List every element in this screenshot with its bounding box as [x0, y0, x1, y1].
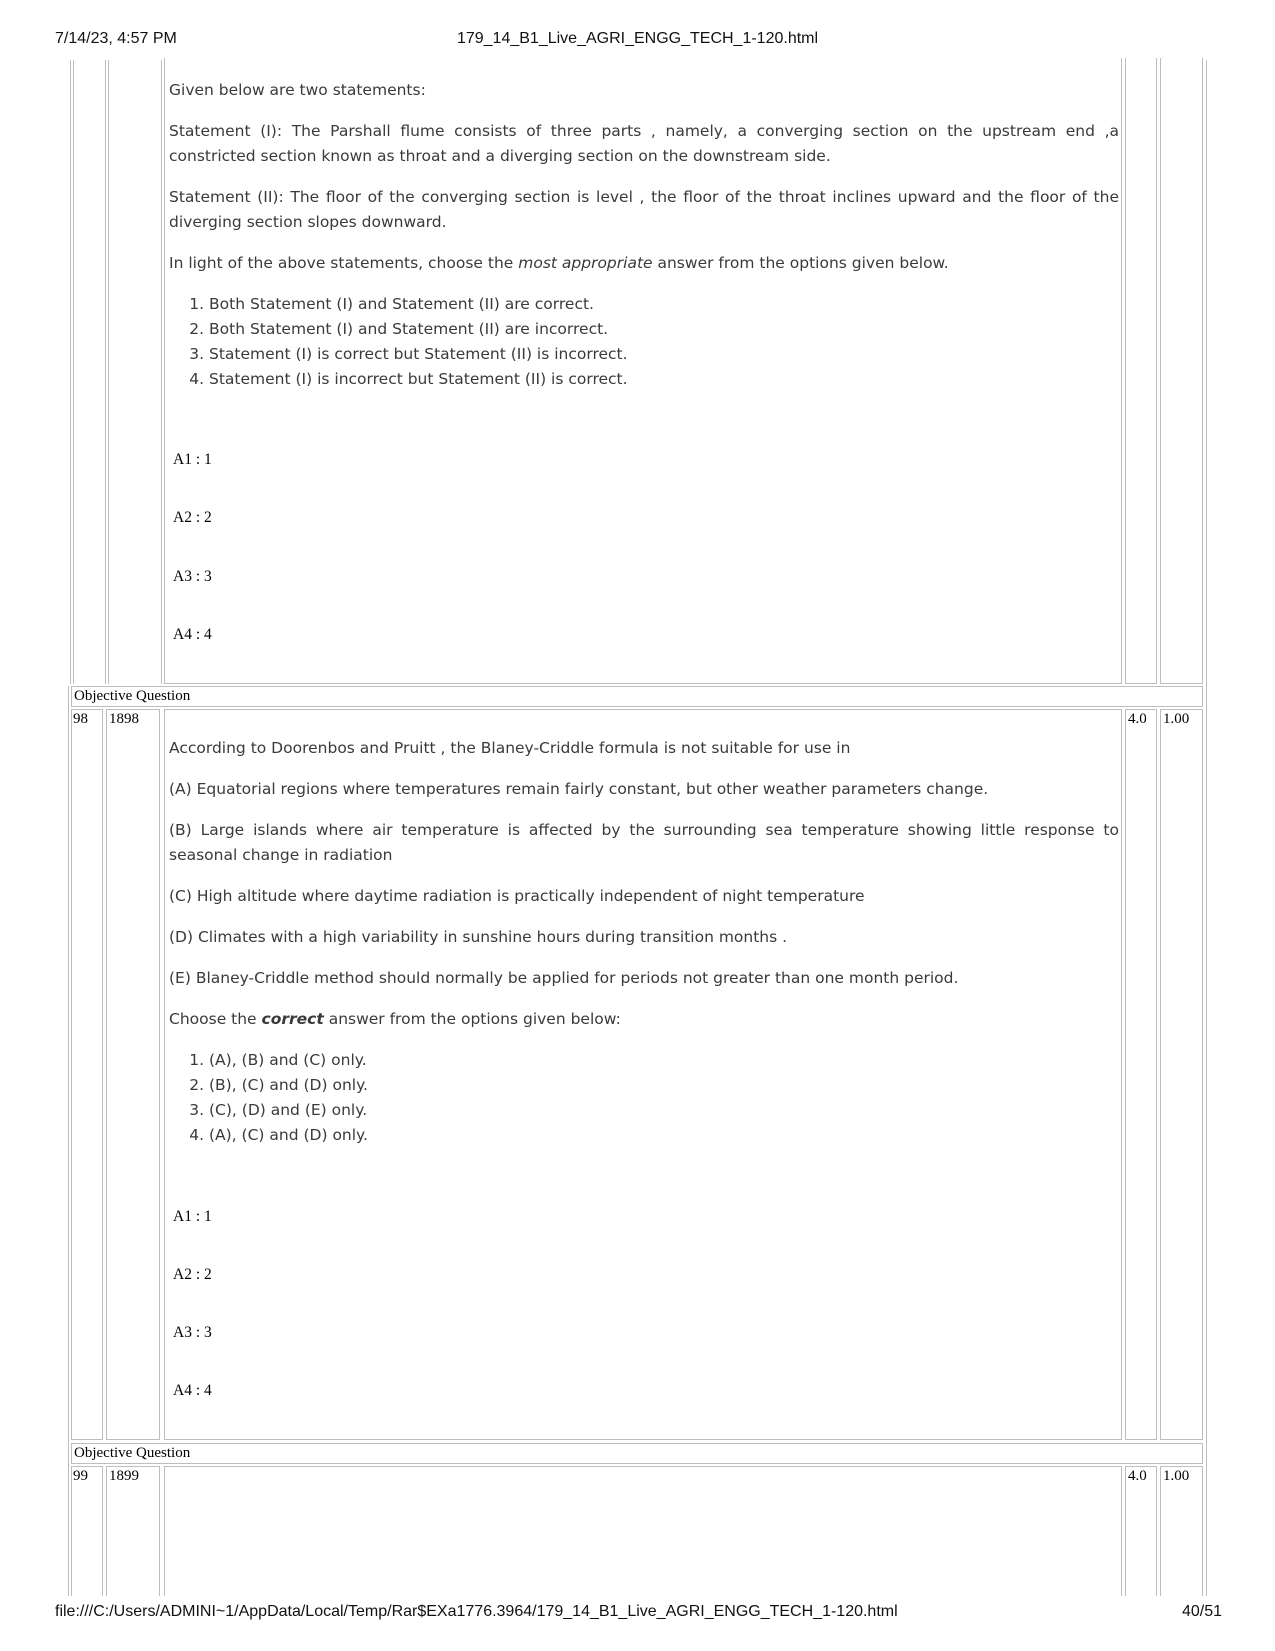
statement-e: (E) Blaney-Criddle method should normally be applied for periods not greater than one month period.	[169, 969, 959, 987]
option-item: 2. (B), (C) and (D) only.	[209, 1073, 1119, 1098]
option-item: 4. (A), (C) and (D) only.	[209, 1123, 1119, 1148]
answer-option: A4 : 4	[173, 1382, 212, 1399]
negative-marks-value: 1.00	[1163, 1468, 1190, 1484]
statement-1: Statement (I): The Parshall flume consists of three parts , namely, a converging section on the upstream end ,a constricted section known as throat and a diverging section on the downstream side.	[169, 122, 1119, 165]
table-border	[1206, 60, 1207, 1596]
answer-option: A3 : 3	[173, 568, 212, 585]
question-instruction: In light of the above statements, choose the most appropriate answer from the options given below.	[169, 254, 949, 272]
answer-option: A2 : 2	[173, 1266, 212, 1283]
marks-cell	[1125, 58, 1157, 684]
answer-option: A1 : 1	[173, 451, 212, 468]
table-border	[73, 60, 74, 684]
serial-number: 99	[73, 1468, 88, 1484]
marks-value: 4.0	[1128, 1468, 1147, 1484]
page-number: 40/51	[1181, 1603, 1222, 1620]
print-datetime: 7/14/23, 4:57 PM	[55, 30, 177, 47]
statement-a: (A) Equatorial regions where temperatures remain fairly constant, but other weather parameters change.	[169, 780, 989, 798]
question-instruction: Choose the correct answer from the options given below:	[169, 1010, 621, 1028]
question-id: 1898	[109, 711, 139, 727]
serial-cell	[71, 1466, 103, 1596]
negative-marks-cell	[1160, 58, 1203, 684]
negative-marks-value: 1.00	[1163, 711, 1190, 727]
option-list	[169, 292, 1119, 392]
answer-option: A2 : 2	[173, 509, 212, 526]
option-item: 1. Both Statement (I) and Statement (II) are correct.	[209, 292, 1119, 317]
answer-option: A4 : 4	[173, 626, 212, 643]
marks-value: 4.0	[1128, 711, 1147, 727]
negative-marks-cell	[1160, 709, 1203, 1440]
qid-cell	[106, 709, 160, 1440]
file-path: file:///C:/Users/ADMINI~1/AppData/Local/Temp/Rar$EXa1776.3964/179_14_B1_Live_AGRI_ENGG_TECH_1-120.html	[55, 1603, 898, 1620]
table-border	[68, 686, 69, 1596]
question-type-label: Objective Question	[74, 1445, 191, 1461]
serial-cell	[71, 709, 103, 1440]
option-item: 3. Statement (I) is correct but Statement (II) is incorrect.	[209, 342, 1119, 367]
statement-d: (D) Climates with a high variability in sunshine hours during transition months .	[169, 928, 788, 946]
question-type-row	[71, 1443, 1203, 1464]
statement-c: (C) High altitude where daytime radiation is practically independent of night temperature	[169, 887, 865, 905]
table-border	[161, 60, 162, 684]
serial-number: 98	[73, 711, 88, 727]
question-intro: According to Doorenbos and Pruitt , the Blaney-Criddle formula is not suitable for use in	[169, 739, 851, 757]
table-border	[70, 60, 71, 684]
qid-cell	[106, 1466, 160, 1596]
table-border	[108, 60, 109, 684]
statement-2: Statement (II): The floor of the converging section is level , the floor of the throat inclines upward and the floor of the diverging section slopes downward.	[169, 188, 1119, 231]
question-id: 1899	[109, 1468, 139, 1484]
question-text	[169, 736, 1119, 1148]
answer-option: A1 : 1	[173, 1208, 212, 1225]
question-cell	[164, 1466, 1122, 1596]
option-list	[169, 1048, 1119, 1148]
print-title: 179_14_B1_Live_AGRI_ENGG_TECH_1-120.html	[456, 30, 819, 47]
answer-option: A3 : 3	[173, 1324, 212, 1341]
statement-b: (B) Large islands where air temperature is affected by the surrounding sea temperature showing little response to seasonal change in radiation	[169, 821, 1119, 864]
table-border	[105, 60, 106, 684]
question-text	[169, 78, 1119, 392]
marks-cell	[1125, 709, 1157, 1440]
option-item: 2. Both Statement (I) and Statement (II) are incorrect.	[209, 317, 1119, 342]
question-type-label: Objective Question	[74, 688, 191, 704]
option-item: 1. (A), (B) and (C) only.	[209, 1048, 1119, 1073]
question-type-row	[71, 686, 1203, 707]
question-intro: Given below are two statements:	[169, 81, 426, 99]
option-item: 3. (C), (D) and (E) only.	[209, 1098, 1119, 1123]
marks-cell	[1125, 1466, 1157, 1596]
negative-marks-cell	[1160, 1466, 1203, 1596]
option-item: 4. Statement (I) is incorrect but Statement (II) is correct.	[209, 367, 1119, 392]
